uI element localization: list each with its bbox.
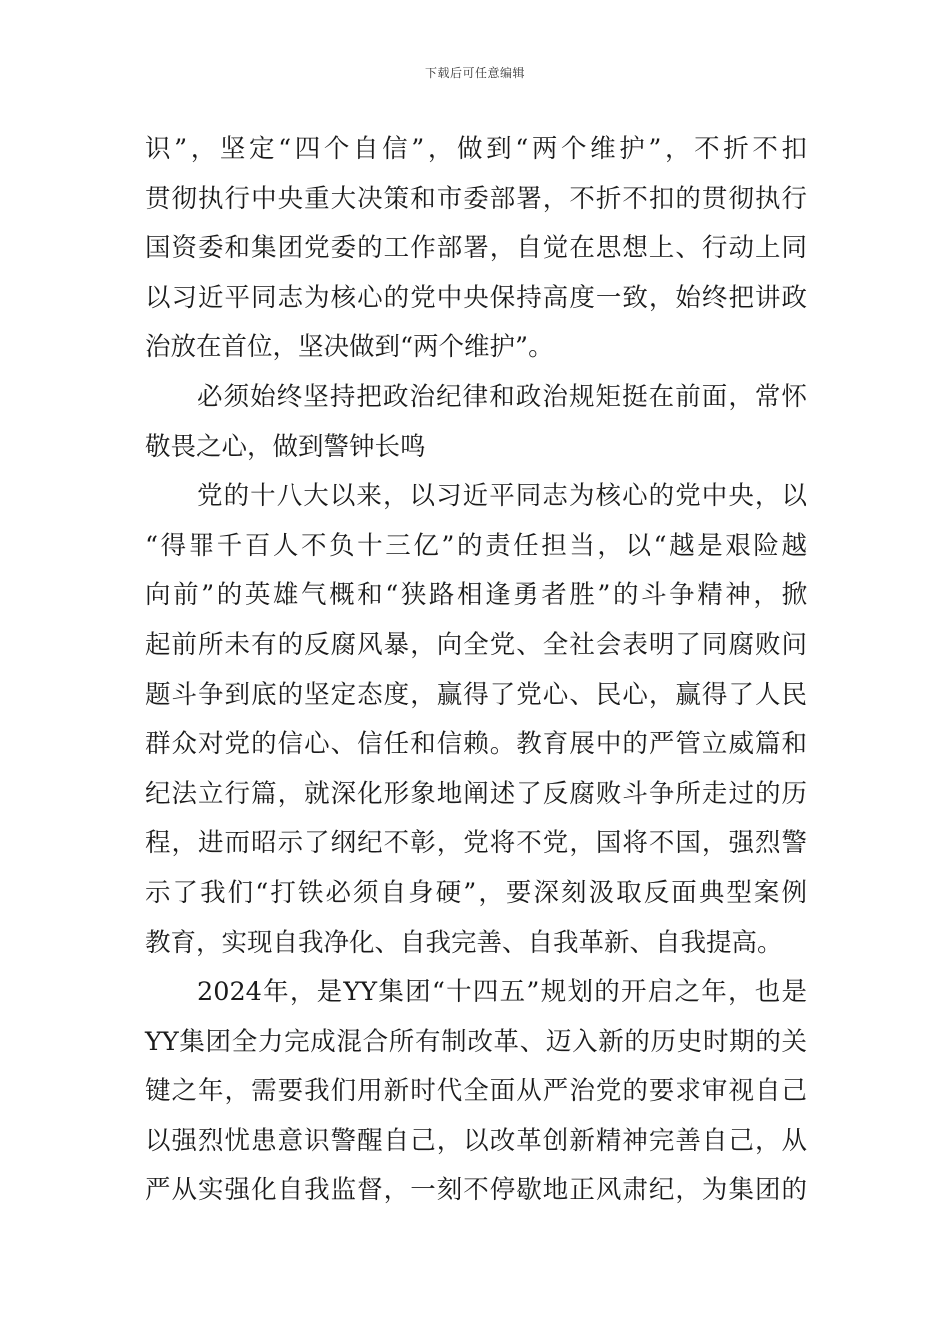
text-line: 敬畏之心，做到警钟长鸣 xyxy=(145,431,426,462)
text-line: 严从实强化自我监督，一刻不停歇地正风肃纪，为集团的 xyxy=(145,1175,807,1206)
text-line: 党的十八大以来，以习近平同志为核心的党中央，以 xyxy=(197,481,807,512)
text-line: 治放在首位，坚决做到“两个维护”。 xyxy=(145,332,554,363)
page-header: 下载后可任意编辑 xyxy=(424,66,525,80)
text-line: 向前”的英雄气概和“狭路相逢勇者胜”的斗争精神，掀 xyxy=(145,580,807,611)
text-line: 贯彻执行中央重大决策和市委部署，不折不扣的贯彻执行 xyxy=(145,183,807,214)
text-line: 国资委和集团党委的工作部署，自觉在思想上、行动上同 xyxy=(145,233,807,264)
text-line: “得罪千百人不负十三亿”的责任担当，以“越是艰险越 xyxy=(145,530,807,561)
document-body xyxy=(145,125,807,1216)
text-line: 键之年，需要我们用新时代全面从严治党的要求审视自己 xyxy=(145,1076,807,1107)
text-line: YY集团全力完成混合所有制改革、迈入新的历史时期的关 xyxy=(145,1026,807,1057)
text-line: 识”，坚定“四个自信”，做到“两个维护”，不折不扣 xyxy=(145,134,807,164)
text-line: 以强烈忧患意识警醒自己，以改革创新精神完善自己，从 xyxy=(145,1125,807,1156)
text-line: 题斗争到底的坚定态度，赢得了党心、民心，赢得了人民 xyxy=(145,679,807,710)
text-line: 以习近平同志为核心的党中央保持高度一致，始终把讲政 xyxy=(145,282,807,313)
text-line: 必须始终坚持把政治纪律和政治规矩挺在前面，常怀 xyxy=(197,381,807,412)
text-line: 纪法立行篇，就深化形象地阐述了反腐败斗争所走过的历 xyxy=(145,778,807,809)
text-line: 起前所未有的反腐风暴，向全党、全社会表明了同腐败问 xyxy=(145,629,807,660)
text-line: 2024年，是YY集团“十四五”规划的开启之年，也是 xyxy=(197,977,807,1008)
text-line: 程，进而昭示了纲纪不彰，党将不党，国将不国，强烈警 xyxy=(145,828,807,859)
text-line: 群众对党的信心、信任和信赖。教育展中的严管立威篇和 xyxy=(145,729,807,760)
text-line: 教育，实现自我净化、自我完善、自我革新、自我提高。 xyxy=(145,927,783,958)
text-line: 示了我们“打铁必须自身硬”，要深刻汲取反面典型案例 xyxy=(145,877,807,908)
